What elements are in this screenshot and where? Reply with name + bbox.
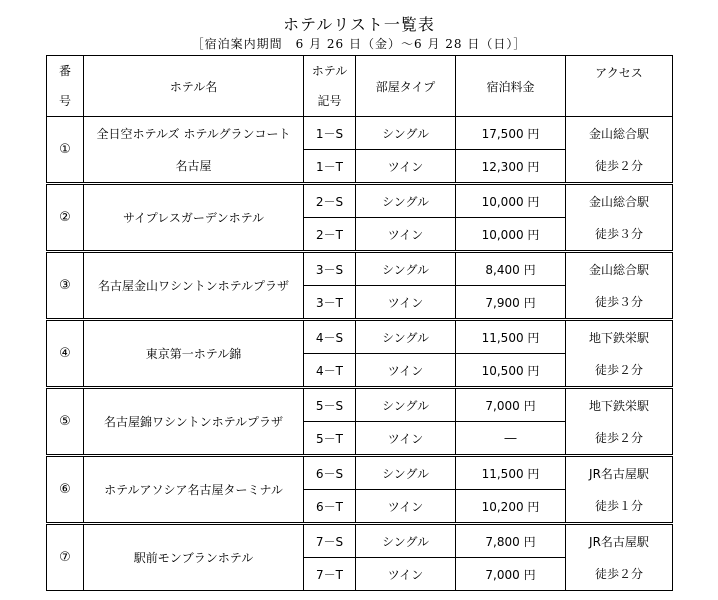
room-code: 3－T bbox=[304, 286, 356, 320]
header-price: 宿泊料金 bbox=[456, 56, 566, 117]
hotel-name-line1: 全日空ホテルズ ホテルグランコート bbox=[96, 126, 291, 141]
room-price: 10,000 円 bbox=[456, 218, 566, 252]
room-price: 11,500 円 bbox=[456, 320, 566, 354]
room-code: 2－S bbox=[304, 184, 356, 218]
access-station: 地下鉄栄駅 bbox=[566, 388, 673, 422]
access-station: JR名古屋駅 bbox=[566, 456, 673, 490]
access-walk-time: 徒歩３分 bbox=[566, 218, 673, 252]
room-price: 7,000 円 bbox=[456, 388, 566, 422]
room-code: 4－T bbox=[304, 354, 356, 388]
room-type: ツイン bbox=[356, 286, 456, 320]
hotel-number: ④ bbox=[47, 320, 84, 388]
hotel-number: ⑥ bbox=[47, 456, 84, 524]
room-type: ツイン bbox=[356, 490, 456, 524]
hotel-list-table bbox=[46, 55, 673, 591]
hotel-name bbox=[84, 184, 304, 252]
room-code: 1－T bbox=[304, 150, 356, 184]
room-price: 10,500 円 bbox=[456, 354, 566, 388]
header-room-type: 部屋タイプ bbox=[356, 56, 456, 117]
room-price: 7,000 円 bbox=[456, 558, 566, 591]
access-walk-time: 徒歩２分 bbox=[566, 150, 673, 184]
room-code: 5－S bbox=[304, 388, 356, 422]
hotel-number: ③ bbox=[47, 252, 84, 320]
table-row bbox=[47, 524, 673, 558]
access-walk-time: 徒歩２分 bbox=[566, 354, 673, 388]
room-price: 17,500 円 bbox=[456, 117, 566, 150]
header-hotel-name: ホテル名 bbox=[84, 56, 304, 117]
hotel-name bbox=[84, 117, 304, 184]
hotel-name bbox=[84, 320, 304, 388]
room-type: シングル bbox=[356, 388, 456, 422]
access-walk-time: 徒歩２分 bbox=[566, 422, 673, 456]
header-number-bottom: 号 bbox=[58, 94, 71, 108]
room-type: ツイン bbox=[356, 422, 456, 456]
hotel-name-line1: 駅前モンブランホテル bbox=[133, 550, 254, 565]
hotel-number: ② bbox=[47, 184, 84, 252]
room-code: 7－T bbox=[304, 558, 356, 591]
room-code: 2－T bbox=[304, 218, 356, 252]
room-price: 7,800 円 bbox=[456, 524, 566, 558]
hotel-name bbox=[84, 524, 304, 591]
table-row bbox=[47, 388, 673, 422]
room-type: シングル bbox=[356, 320, 456, 354]
room-type: シングル bbox=[356, 117, 456, 150]
access-walk-time: 徒歩２分 bbox=[566, 558, 673, 591]
room-type: シングル bbox=[356, 524, 456, 558]
room-type: ツイン bbox=[356, 150, 456, 184]
table-row bbox=[47, 456, 673, 490]
room-type: ツイン bbox=[356, 354, 456, 388]
hotel-name-line1: 名古屋金山ワシントンホテルプラザ bbox=[97, 278, 290, 293]
hotel-name-line1: サイプレスガーデンホテル bbox=[122, 210, 265, 225]
room-price: 12,300 円 bbox=[456, 150, 566, 184]
room-price: 11,500 円 bbox=[456, 456, 566, 490]
access-walk-time: 徒歩１分 bbox=[566, 490, 673, 524]
room-price: 7,900 円 bbox=[456, 286, 566, 320]
room-type: シングル bbox=[356, 456, 456, 490]
hotel-name bbox=[84, 252, 304, 320]
room-price: ― bbox=[456, 422, 566, 456]
hotel-number: ⑤ bbox=[47, 388, 84, 456]
room-code: 6－S bbox=[304, 456, 356, 490]
room-price: 10,000 円 bbox=[456, 184, 566, 218]
table-row bbox=[47, 252, 673, 286]
table-row bbox=[47, 117, 673, 150]
hotel-number: ① bbox=[47, 117, 84, 184]
header-number-top: 番 bbox=[58, 64, 71, 78]
room-code: 7－S bbox=[304, 524, 356, 558]
access-station: 金山総合駅 bbox=[566, 117, 673, 150]
access-station: 金山総合駅 bbox=[566, 252, 673, 286]
document-title: ホテルリスト一覧表 bbox=[283, 15, 435, 34]
hotel-name-line1: 名古屋錦ワシントンホテルプラザ bbox=[103, 414, 284, 429]
room-type: シングル bbox=[356, 184, 456, 218]
access-station: JR名古屋駅 bbox=[566, 524, 673, 558]
room-type: ツイン bbox=[356, 218, 456, 252]
table-header-row bbox=[47, 56, 673, 117]
room-code: 5－T bbox=[304, 422, 356, 456]
header-hotel-code bbox=[304, 56, 356, 117]
room-price: 10,200 円 bbox=[456, 490, 566, 524]
room-code: 1－S bbox=[304, 117, 356, 150]
access-walk-time: 徒歩３分 bbox=[566, 286, 673, 320]
room-code: 4－S bbox=[304, 320, 356, 354]
hotel-name-line1: 東京第一ホテル錦 bbox=[145, 346, 242, 361]
hotel-name-line1: ホテルアソシア名古屋ターミナル bbox=[104, 482, 283, 497]
header-code-bottom: 記号 bbox=[317, 94, 342, 108]
header-access: アクセス bbox=[566, 56, 673, 117]
table-row bbox=[47, 184, 673, 218]
access-station: 地下鉄栄駅 bbox=[566, 320, 673, 354]
hotel-table-body bbox=[47, 117, 673, 591]
room-type: ツイン bbox=[356, 558, 456, 591]
hotel-name-line2: 名古屋 bbox=[175, 158, 212, 173]
access-station: 金山総合駅 bbox=[566, 184, 673, 218]
stay-period-subtitle: ［宿泊案内期間 6 月 26 日（金）～6 月 28 日（日）］ bbox=[191, 37, 527, 51]
hotel-number: ⑦ bbox=[47, 524, 84, 591]
header-number bbox=[47, 56, 84, 117]
room-type: シングル bbox=[356, 252, 456, 286]
room-price: 8,400 円 bbox=[456, 252, 566, 286]
room-code: 3－S bbox=[304, 252, 356, 286]
hotel-name bbox=[84, 388, 304, 456]
room-code: 6－T bbox=[304, 490, 356, 524]
header-code-top: ホテル bbox=[311, 64, 348, 78]
hotel-name bbox=[84, 456, 304, 524]
table-row bbox=[47, 320, 673, 354]
